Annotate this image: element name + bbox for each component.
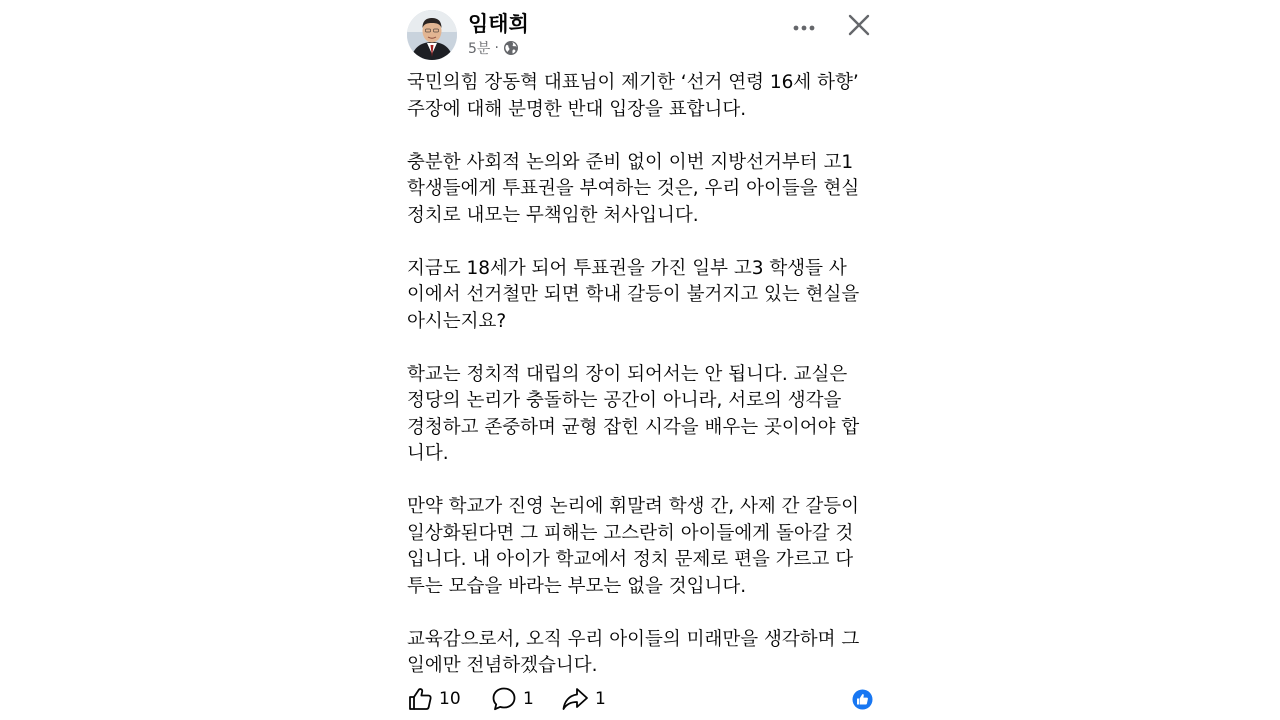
text-line: 경청하고 존중하며 균형 잡힌 시각을 배우는 곳이어야 합 (407, 416, 860, 438)
thumbs-up-icon (407, 686, 433, 712)
ellipsis-icon (793, 25, 815, 31)
paragraph (407, 256, 877, 336)
text-line: 충분한 사회적 논의와 준비 없이 이번 지방선거부터 고1 (407, 151, 854, 173)
paragraph (407, 70, 877, 123)
share-count: 1 (595, 689, 606, 709)
text-line: 일에만 전념하겠습니다. (407, 655, 598, 676)
text-line: 정당의 논리가 충돌하는 공간이 아니라, 서로의 생각을 (407, 390, 842, 411)
like-count: 10 (439, 689, 461, 709)
text-line: 주장에 대해 분명한 반대 입장을 표합니다. (407, 98, 747, 120)
text-line: 일상화된다면 그 피해는 고스란히 아이들에게 돌아갈 것 (407, 522, 854, 544)
text-line: 교육감으로서, 오직 우리 아이들의 미래만을 생각하며 그 (407, 628, 860, 650)
comment-button[interactable] (491, 684, 534, 714)
more-options-button[interactable] (790, 14, 818, 42)
like-button[interactable] (407, 684, 461, 714)
text-line: 이에서 선거철만 되면 학내 갈등이 불거지고 있는 현실을 (407, 284, 860, 305)
text-line: 투는 모습을 바라는 부모는 없을 것입니다. (407, 575, 747, 597)
meta-separator: · (494, 40, 499, 56)
paragraph (407, 494, 877, 600)
paragraph (407, 362, 877, 468)
author-avatar[interactable] (407, 10, 457, 60)
text-line: 아시는지요? (407, 310, 507, 332)
text-line: 입니다. 내 아이가 학교에서 정치 문제로 편을 가르고 다 (407, 549, 854, 570)
close-button[interactable] (845, 11, 873, 39)
close-icon (848, 14, 870, 36)
post-actions-bar (407, 684, 873, 714)
author-name[interactable]: 임태희 (468, 12, 529, 36)
share-button[interactable] (561, 684, 606, 714)
text-line: 국민의힘 장동혁 대표님이 제기한 ‘선거 연령 16세 하향’ (407, 72, 859, 93)
text-line: 학생들에게 투표권을 부여하는 것은, 우리 아이들을 현실 (407, 178, 860, 199)
paragraph (407, 150, 877, 230)
share-arrow-icon (561, 686, 589, 712)
like-reaction-badge-icon[interactable] (852, 689, 873, 710)
paragraph (407, 627, 877, 680)
person-avatar-photo (407, 10, 457, 60)
text-line: 정치로 내모는 무책임한 처사입니다. (407, 204, 699, 226)
post-body (407, 70, 877, 706)
post-meta (468, 38, 519, 58)
text-line: 지금도 18세가 되어 투표권을 가진 일부 고3 학생들 사 (407, 257, 847, 279)
globe-icon[interactable] (503, 40, 519, 56)
text-line: 니다. (407, 443, 449, 464)
comment-bubble-icon (491, 686, 517, 712)
post-time[interactable]: 5분 (468, 41, 491, 57)
text-line: 만약 학교가 진영 논리에 휘말려 학생 간, 사제 간 갈등이 (407, 496, 859, 517)
text-line: 학교는 정치적 대립의 장이 되어서는 안 됩니다. 교실은 (407, 363, 848, 385)
comment-count: 1 (523, 689, 534, 709)
post-header (407, 10, 873, 62)
